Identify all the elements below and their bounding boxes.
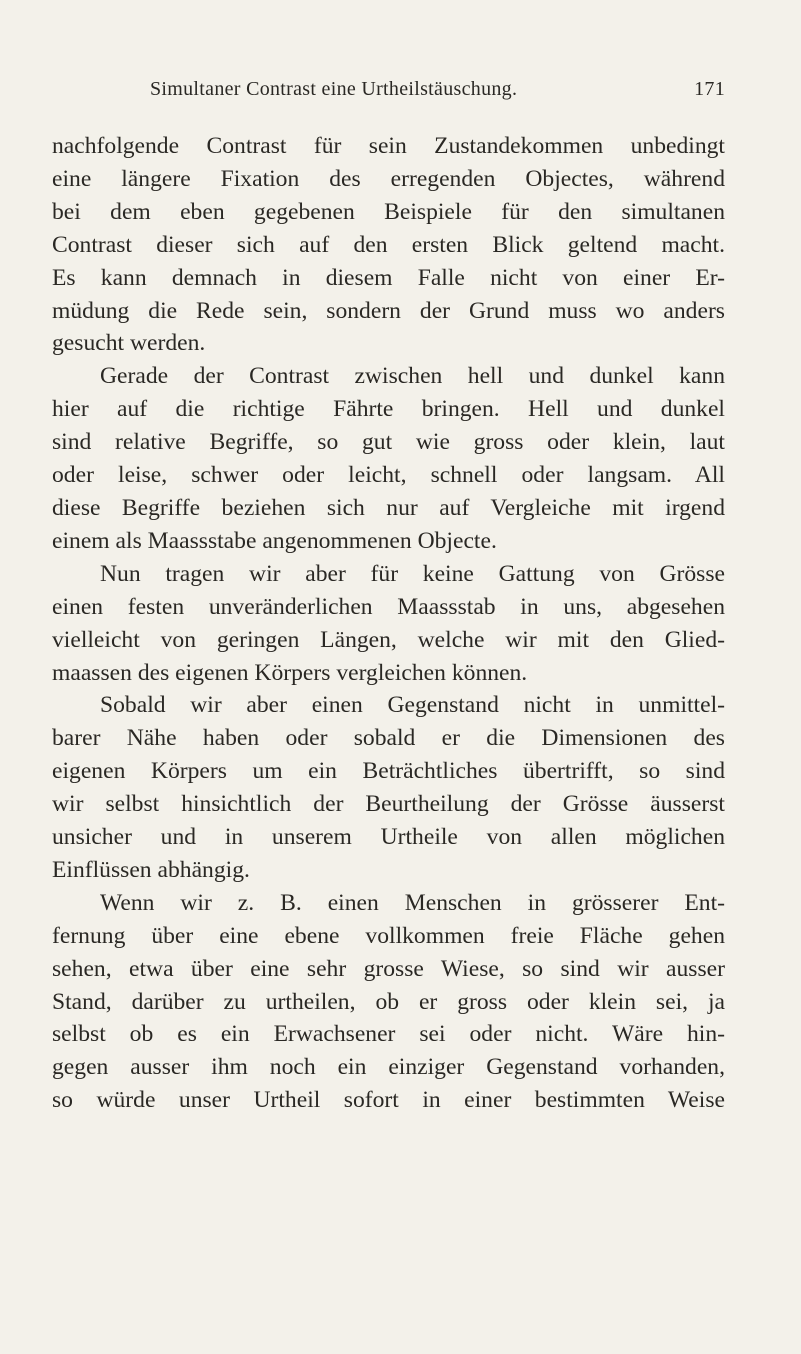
paragraph	[52, 887, 725, 1117]
text-line: einen festen unveränderlichen Maassstab in uns, abgesehen	[52, 593, 725, 620]
text-line: Sobald wir aber einen Gegenstand nicht in unmittel-	[100, 692, 725, 719]
text-line: Wenn wir z. B. einen Menschen in grösserer Ent-	[100, 889, 725, 916]
text-line: gesucht werden.	[52, 330, 206, 357]
text-line: eigenen Körpers um ein Beträchtliches übertrifft, so sind	[52, 758, 725, 785]
text-line: sind relative Begriffe, so gut wie gross oder klein, laut	[52, 429, 725, 456]
text-line: hier auf die richtige Fährte bringen. Hell und dunkel	[52, 396, 725, 423]
body-text	[52, 130, 725, 1117]
page-number: 171	[694, 78, 725, 100]
text-line: Nun tragen wir aber für keine Gattung von Grösse	[100, 560, 725, 587]
running-head	[52, 72, 725, 108]
text-line: sehen, etwa über eine sehr grosse Wiese, so sind wir ausser	[52, 955, 725, 982]
text-line: maassen des eigenen Körpers vergleichen können.	[52, 659, 528, 686]
text-line: vielleicht von geringen Längen, welche wir mit den Glied-	[52, 626, 725, 653]
running-title: Simultaner Contrast eine Urtheilstäuschung.	[150, 78, 518, 100]
text-line: fernung über eine ebene vollkommen freie Fläche gehen	[52, 922, 725, 949]
text-line: nachfolgende Contrast für sein Zustandekommen unbedingt	[52, 133, 725, 159]
text-line: Es kann demnach in diesem Falle nicht von einer Er-	[52, 264, 725, 291]
text-line: Contrast dieser sich auf den ersten Blick geltend macht.	[52, 231, 725, 258]
text-line: selbst ob es ein Erwachsener sei oder nicht. Wäre hin-	[52, 1021, 725, 1048]
text-line: barer Nähe haben oder sobald er die Dimensionen des	[52, 725, 725, 752]
paragraph	[52, 558, 725, 690]
text-line: müdung die Rede sein, sondern der Grund muss wo anders	[52, 297, 725, 324]
paragraph	[52, 130, 725, 360]
text-line: Einflüssen abhängig.	[52, 856, 250, 883]
text-line: Stand, darüber zu urtheilen, ob er gross oder klein sei, ja	[52, 988, 725, 1015]
paragraph	[52, 360, 725, 557]
text-line: diese Begriffe beziehen sich nur auf Vergleiche mit irgend	[52, 494, 725, 521]
paragraph	[52, 689, 725, 886]
text-line: bei dem eben gegebenen Beispiele für den simultanen	[52, 198, 725, 225]
text-line: eine längere Fixation des erregenden Objectes, während	[52, 165, 725, 192]
text-line: Gerade der Contrast zwischen hell und dunkel kann	[100, 363, 725, 390]
text-line: so würde unser Urtheil sofort in einer bestimmten Weise	[52, 1087, 725, 1114]
text-line: oder leise, schwer oder leicht, schnell oder langsam. All	[52, 462, 725, 489]
text-line: unsicher und in unserem Urtheile von allen möglichen	[52, 824, 725, 851]
text-line: wir selbst hinsichtlich der Beurtheilung der Grösse äusserst	[52, 791, 725, 818]
text-line: einem als Maassstabe angenommenen Objecte.	[52, 527, 497, 554]
text-line: gegen ausser ihm noch ein einziger Gegenstand vorhanden,	[52, 1054, 725, 1081]
